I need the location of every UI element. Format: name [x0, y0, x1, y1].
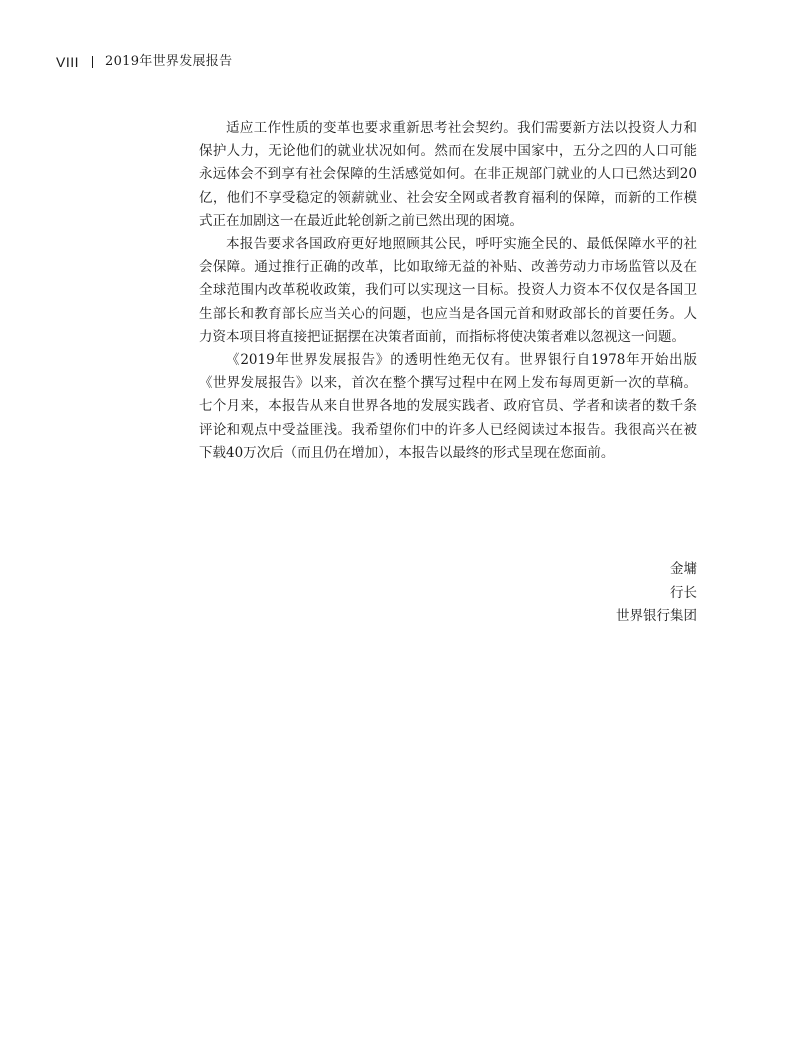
signatory-name: 金墉: [670, 561, 697, 577]
book-title: 2019年世界发展报告: [105, 54, 233, 69]
header-divider: [92, 56, 93, 68]
paragraph-3: 《2019年世界发展报告》的透明性绝无仅有。世界银行自1978年开始出版《世界发展报告》以来，首次在整个撰写过程中在网上发布每周更新一次的草稿。七个月来，本报告从来自世界各地的发展实践者、政府官员、学者和读者的数千条评论和观点中受益匪浅。我希望你们中的许多人已经阅读过本报告。我很高兴在被下载40万次后（而且仍在增加），本报告以最终的形式呈现在您面前。: [199, 352, 697, 461]
paragraph-2: 本报告要求各国政府更好地照顾其公民，呼吁实施全民的、最低保障水平的社会保障。通过推行正确的改革，比如取缔无益的补贴、改善劳动力市场监管以及在全球范围内改革税收政策，我们可以实现这一目标。投资人力资本不仅仅是各国卫生部长和教育部长应当关心的问题，也应当是各国元首和财政部长的首要任务。人力资本项目将直接把证据摆在决策者面前，而指标将使决策者难以忽视这一问题。: [199, 236, 697, 345]
signatory-title: 行长: [670, 584, 697, 601]
running-header: [56, 52, 232, 72]
signature-block: [480, 558, 697, 629]
page-number: VIII: [56, 54, 80, 70]
signatory-organization: 世界银行集团: [616, 608, 697, 624]
body-text: [199, 117, 697, 465]
paragraph-1: 适应工作性质的变革也要求重新思考社会契约。我们需要新方法以投资人力和保护人力，无论他们的就业状况如何。然而在发展中国家中，五分之四的人口可能永远体会不到享有社会保障的生活感觉如何。在非正规部门就业的人口已然达到20亿，他们不享受稳定的领薪就业、社会安全网或者教育福利的保障，而新的工作模式正在加剧这一在最近此轮创新之前已然出现的困境。: [199, 120, 697, 229]
